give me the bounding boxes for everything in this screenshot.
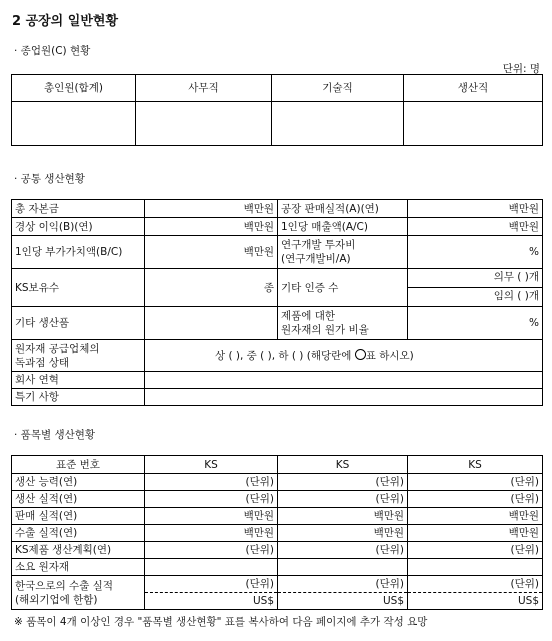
row-value[interactable]: 백만원	[278, 525, 408, 542]
capital-value[interactable]: 백만원	[145, 200, 278, 218]
cert-voluntary[interactable]: 임의 ( )개	[493, 290, 539, 302]
export-value[interactable]	[278, 576, 408, 610]
employees-technical-input[interactable]	[272, 102, 404, 146]
row-value[interactable]: (단위)	[145, 542, 278, 559]
rnd-value[interactable]: %	[408, 236, 543, 269]
products-table	[11, 455, 543, 610]
row-value[interactable]: 백만원	[278, 508, 408, 525]
export-unit-bottom: US$	[145, 592, 277, 609]
row-label: KS제품 생산계획(연)	[12, 542, 145, 559]
row-value[interactable]: (단위)	[408, 542, 543, 559]
row-value[interactable]: 백만원	[408, 525, 543, 542]
raw-ratio-label	[278, 307, 408, 340]
employees-header-production: 생산직	[404, 75, 543, 102]
factory-table	[11, 199, 543, 406]
history-label: 회사 연혁	[12, 372, 145, 389]
row-value[interactable]: (단위)	[278, 474, 408, 491]
other-products-value[interactable]	[145, 307, 278, 340]
special-value[interactable]	[145, 389, 543, 406]
row-label: 생산 능력(연)	[12, 474, 145, 491]
row-label: 판매 실적(연)	[12, 508, 145, 525]
employees-header-office: 사무직	[136, 75, 272, 102]
export-unit-top: (단위)	[375, 578, 404, 590]
other-products-label: 기타 생산품	[12, 307, 145, 340]
footnote: ※ 품목이 4개 이상인 경우 "품목별 생산현황" 표를 복사하여 다음 페이지에 추가 작성 요망	[14, 616, 428, 628]
raw-ratio-value[interactable]: %	[408, 307, 543, 340]
page-title: 2 공장의 일반현황	[12, 14, 119, 29]
special-label: 특기 사항	[12, 389, 145, 406]
per-value-label: 1인당 부가가치액(B/C)	[12, 236, 145, 269]
profit-value[interactable]: 백만원	[145, 218, 278, 236]
row-label: 생산 실적(연)	[12, 491, 145, 508]
per-sales-label: 1인당 매출액(A/C)	[278, 218, 408, 236]
employees-unit: 단위: 명	[502, 63, 540, 75]
rnd-label-line2: (연구개발비/A)	[281, 253, 351, 265]
products-section-title: · 품목별 생산현황	[14, 429, 96, 441]
history-value[interactable]	[145, 372, 543, 389]
capital-label: 총 자본금	[12, 200, 145, 218]
raw-material-label: 소요 원자재	[12, 559, 145, 576]
employees-total-input[interactable]	[12, 102, 136, 146]
raw-material-value[interactable]	[408, 559, 543, 576]
row-value[interactable]: (단위)	[278, 542, 408, 559]
export-unit-top: (단위)	[245, 578, 274, 590]
factory-section-title: · 공통 생산현황	[14, 173, 85, 185]
supplier-value-text-b: 표 하시오)	[365, 349, 414, 362]
export-unit-top: (단위)	[510, 578, 539, 590]
export-unit-bottom: US$	[408, 592, 542, 609]
circle-mark-icon	[355, 349, 366, 360]
supplier-label-line1: 원자재 공급업체의	[15, 342, 100, 355]
rnd-label	[278, 236, 408, 269]
product-column-2: KS	[278, 456, 408, 474]
ks-value[interactable]: 종	[145, 269, 278, 307]
product-column-3: KS	[408, 456, 543, 474]
supplier-label	[12, 340, 145, 372]
employees-header-total: 총인원(합계)	[12, 75, 136, 102]
rnd-label-line1: 연구개발 투자비	[281, 239, 356, 251]
export-value[interactable]	[145, 576, 278, 610]
sales-label: 공장 판매실적(A)(연)	[278, 200, 408, 218]
employees-production-input[interactable]	[404, 102, 543, 146]
profit-label: 경상 이익(B)(연)	[12, 218, 145, 236]
employees-header-technical: 기술직	[272, 75, 404, 102]
raw-ratio-label-line1: 제품에 대한	[281, 310, 336, 322]
raw-material-value[interactable]	[278, 559, 408, 576]
export-label	[12, 576, 145, 610]
export-value[interactable]	[408, 576, 543, 610]
employees-table	[11, 74, 543, 146]
raw-material-value[interactable]	[145, 559, 278, 576]
employees-section-title: · 종업원(C) 현황	[14, 45, 91, 57]
sales-value[interactable]: 백만원	[408, 200, 543, 218]
product-column-1: KS	[145, 456, 278, 474]
export-label-line1: 한국으로의 수출 실적	[15, 579, 113, 592]
cert-label: 기타 인증 수	[278, 269, 408, 307]
row-value[interactable]: (단위)	[278, 491, 408, 508]
employees-office-input[interactable]	[136, 102, 272, 146]
export-unit-bottom: US$	[278, 592, 407, 609]
export-label-line2: (해외기업에 한함)	[15, 593, 98, 606]
row-value[interactable]: (단위)	[408, 474, 543, 491]
raw-ratio-label-line2: 원자재의 원가 비율	[281, 324, 369, 336]
row-label: 수출 실적(연)	[12, 525, 145, 542]
per-sales-value[interactable]: 백만원	[408, 218, 543, 236]
row-value[interactable]: 백만원	[145, 508, 278, 525]
row-value[interactable]: (단위)	[408, 491, 543, 508]
row-value[interactable]: (단위)	[145, 474, 278, 491]
ks-label: KS보유수	[12, 269, 145, 307]
row-value[interactable]: 백만원	[408, 508, 543, 525]
row-value[interactable]: (단위)	[145, 491, 278, 508]
cert-values	[408, 269, 543, 307]
standard-number-header: 표준 번호	[12, 456, 145, 474]
supplier-value[interactable]	[145, 340, 543, 372]
supplier-label-line2: 독과점 상태	[15, 356, 70, 369]
cert-mandatory[interactable]: 의무 ( )개	[408, 269, 542, 288]
per-value-value[interactable]: 백만원	[145, 236, 278, 269]
row-value[interactable]: 백만원	[145, 525, 278, 542]
supplier-value-text-a: 상 ( ), 중 ( ), 하 ( ) (해당란에	[215, 349, 355, 362]
